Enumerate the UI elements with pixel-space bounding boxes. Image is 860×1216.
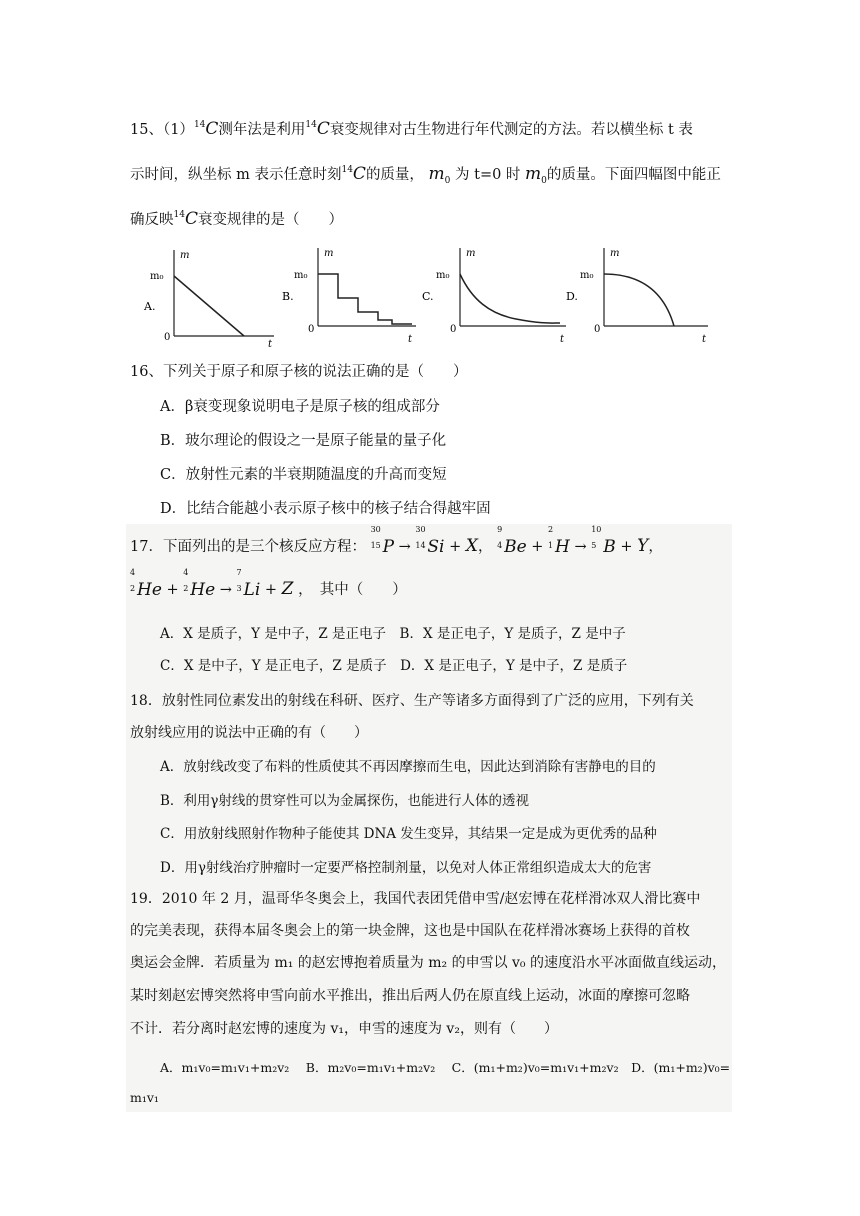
q15-text-h: 衰变规律的是（ ）: [197, 212, 343, 228]
c14-mass-number: 14: [305, 120, 317, 130]
q15-line1: [130, 118, 693, 139]
nuclide-h2: [548, 525, 570, 557]
atomic-number: 2: [130, 584, 136, 593]
m0-symbol: m: [525, 164, 542, 184]
c14-mass-number: 14: [341, 165, 353, 175]
option-letter: C.: [422, 290, 434, 303]
q19-line2: 的完美表现，获得本届冬奥会上的第一块金牌，这也是中国队在花样滑冰赛场上获得的首枚: [130, 923, 690, 939]
atomic-number: 3: [236, 584, 242, 593]
origin-label: 0: [450, 324, 457, 335]
x-axis-label: t: [268, 339, 273, 348]
q19-line4: 某时刻赵宏博突然将申雪向前水平推出，推出后两人仍在原直线上运动，冰面的摩擦可忽略: [130, 988, 690, 1004]
element-symbol: Li: [243, 580, 261, 600]
decay-curve: [460, 274, 560, 323]
m0-tick: m₀: [294, 270, 308, 281]
option-letter: D.: [566, 290, 578, 303]
c14-symbol: C: [205, 119, 219, 139]
graph-d-svg: [562, 244, 712, 348]
c14-symbol: C: [352, 164, 366, 184]
q18-line1: 18．放射性同位素发出的射线在科研、医疗、生产等诸多方面得到了广泛的应用，下列有关: [130, 693, 694, 709]
graph-d: [562, 244, 712, 348]
graph-c: [420, 244, 570, 348]
q16-option-c: C．放射性元素的半衰期随温度的升高而变短: [160, 467, 447, 483]
atomic-number: 2: [183, 584, 189, 593]
q17-options-cd: C．X 是中子，Y 是正电子，Z 是质子 D．X 是正电子，Y 是中子，Z 是质子: [160, 658, 628, 674]
q18-option-b: B．利用γ射线的贯穿性可以为金属探伤，也能进行人体的透视: [160, 793, 529, 809]
q19-option-d-tail: m₁v₁: [130, 1090, 159, 1105]
y-axis-label: m: [180, 250, 190, 261]
q15-line3: [130, 208, 343, 229]
graph-c-svg: [420, 244, 570, 348]
q15-text-b: 衰变规律对古生物进行年代测定的方法。若以横坐标 t 表: [329, 122, 693, 138]
q16-option-b: B．玻尔理论的假设之一是原子能量的量子化: [160, 433, 447, 449]
origin-label: 0: [308, 324, 315, 335]
element-symbol: He: [137, 580, 162, 600]
q19-line3: 奥运会金牌．若质量为 m₁ 的赵宏博抱着质量为 m₂ 的申雪以 v₀ 的速度沿水平冰面做直线运动，: [130, 955, 726, 971]
mass-number: 30: [415, 525, 426, 534]
atomic-number: 4: [497, 541, 503, 550]
q17-line2: [130, 568, 407, 600]
option-letter: B.: [282, 290, 294, 303]
q15-text-d: 的质量，: [365, 167, 424, 183]
mass-number: 4: [130, 568, 136, 577]
element-symbol: Be: [504, 537, 527, 557]
element-symbol: H: [555, 537, 570, 557]
q19-options: A．m₁v₀=m₁v₁+m₂v₂ B．m₂v₀=m₁v₁+m₂v₂ C．(m₁+m₂)v₀=m₁v₁+m₂v₂ D．(m₁+m₂)v₀=: [160, 1060, 731, 1075]
q17-options-ab: A．X 是质子，Y 是中子，Z 是正电子 B．X 是正电子，Y 是质子，Z 是中子: [160, 626, 626, 642]
q15-text-f: 的质量。下面四幅图中能正: [546, 167, 721, 183]
element-symbol: He: [190, 580, 216, 600]
q17-line1: [130, 525, 663, 557]
plus: +: [264, 582, 278, 598]
arrow: →: [398, 539, 411, 555]
mass-number: 4: [183, 568, 189, 577]
mass-number: 10: [591, 525, 602, 534]
nuclide-be9: [497, 525, 527, 557]
arrow: →: [219, 582, 232, 598]
separator: ，: [648, 539, 663, 555]
c14-mass-number: 14: [193, 120, 206, 130]
atomic-number: 5: [591, 541, 597, 550]
origin-label: 0: [594, 324, 601, 335]
mass-number: 30: [370, 525, 381, 534]
c14-mass-number: 14: [173, 210, 185, 220]
plus: +: [449, 539, 462, 555]
q15-text-c: 示时间，纵坐标 m 表示任意时刻: [130, 167, 342, 183]
q18-line2: 放射线应用的说法中正确的有（ ）: [130, 725, 368, 741]
decay-steps: [318, 274, 412, 324]
m0-subscript: 0: [444, 175, 451, 186]
q15-text-e: 为 t=0 时: [455, 167, 521, 183]
nuclide-he4: [183, 568, 216, 600]
m0-tick: m₀: [436, 270, 450, 281]
shade-q18: [126, 684, 732, 880]
option-letter: A.: [144, 300, 156, 313]
mass-number: 9: [497, 525, 503, 534]
m0-tick: m₀: [150, 271, 164, 282]
graph-b: [280, 244, 420, 348]
graph-a: [140, 244, 280, 348]
mass-number: 2: [548, 525, 554, 534]
q16-stem: 16、下列关于原子和原子核的说法正确的是（ ）: [130, 364, 468, 380]
c14-symbol: C: [184, 209, 198, 229]
m0-symbol: m: [428, 164, 445, 184]
nuclide-si30: [415, 525, 445, 557]
m0-tick: m₀: [580, 270, 594, 281]
y-axis-label: m: [324, 248, 334, 259]
q17-tail: ， 其中（ ）: [298, 582, 407, 598]
q15-text-g: 确反映: [130, 212, 174, 228]
atomic-number: 14: [415, 541, 426, 550]
nuclide-p30: [370, 525, 395, 557]
mass-number: 7: [236, 568, 242, 577]
x-axis-label: t: [702, 334, 707, 345]
decay-curve: [174, 276, 244, 336]
q16-option-d: D．比结合能越小表示原子核中的核子结合得越牢固: [160, 501, 491, 517]
particle-z: Z: [281, 579, 294, 599]
graph-a-svg: [140, 244, 280, 348]
q15-line2: [130, 163, 721, 186]
atomic-number: 1: [548, 541, 554, 550]
q16-option-a: A．β衰变现象说明电子是原子核的组成部分: [160, 399, 440, 415]
plus: +: [531, 539, 544, 555]
particle-x: X: [465, 536, 478, 556]
y-axis-label: m: [466, 248, 476, 259]
x-axis-label: t: [408, 334, 413, 345]
plus: +: [166, 582, 179, 598]
plus: +: [620, 539, 633, 555]
element-symbol: Si: [427, 537, 445, 557]
x-axis-label: t: [560, 334, 565, 345]
element-symbol: B: [603, 537, 616, 557]
origin-label: 0: [164, 332, 171, 343]
q17-stem: 17．下面列出的是三个核反应方程：: [130, 539, 366, 555]
arrow: →: [574, 539, 587, 555]
y-axis-label: m: [610, 248, 620, 259]
q15-text-a: 测年法是利用: [218, 122, 306, 138]
q19-line1: 19．2010 年 2 月，温哥华冬奥会上，我国代表团凭借申雪/赵宏博在花样滑冰双人滑比赛中: [130, 891, 701, 907]
atomic-number: 15: [370, 541, 381, 550]
nuclide-he4: [130, 568, 162, 600]
q18-option-a: A．放射线改变了布料的性质使其不再因摩擦而生电，因此达到消除有害静电的目的: [160, 759, 656, 775]
q19-line5: 不计．若分离时赵宏博的速度为 v₁，申雪的速度为 v₂，则有（ ）: [130, 1021, 558, 1037]
decay-curve: [604, 274, 674, 326]
element-symbol: P: [382, 537, 395, 557]
separator: ，: [477, 539, 493, 555]
nuclide-li7: [236, 568, 261, 600]
q15-number: 15、（1）: [130, 122, 194, 138]
nuclide-b10: [591, 525, 616, 557]
m0-subscript: 0: [541, 175, 547, 186]
particle-y: Y: [637, 536, 649, 556]
q18-option-d: D．用γ射线治疗肿瘤时一定要严格控制剂量，以免对人体正常组织造成太大的危害: [160, 860, 652, 876]
graph-b-svg: [280, 244, 420, 348]
q18-option-c: C．用放射线照射作物种子能使其 DNA 发生变异，其结果一定是成为更优秀的品种: [160, 826, 657, 842]
c14-symbol: C: [316, 119, 330, 139]
